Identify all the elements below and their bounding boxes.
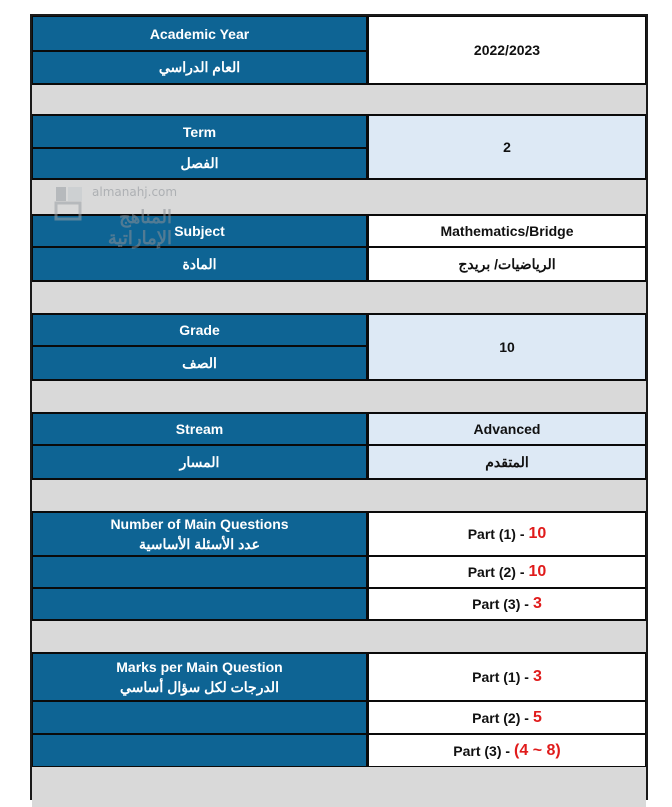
academic-year-value: 2022/2023 (368, 16, 646, 84)
academic-year-label-ar: العام الدراسي (32, 51, 368, 84)
grade-label-ar: الصف (32, 346, 368, 380)
main-questions-label-blank (32, 556, 368, 588)
exam-spec-sheet (30, 14, 648, 800)
main-questions-label-en: Number of Main Questions (110, 516, 289, 532)
marks-label-en: Marks per Main Question (116, 659, 283, 675)
separator (32, 179, 646, 215)
separator (32, 380, 646, 413)
stream-label-en: Stream (32, 413, 368, 445)
main-questions-part-1: Part (1) - 10 (368, 512, 646, 556)
term-label-ar: الفصل (32, 148, 368, 179)
marks-part-2: Part (2) - 5 (368, 701, 646, 734)
main-questions-part-2: Part (2) - 10 (368, 556, 646, 588)
main-questions-part-3: Part (3) - 3 (368, 588, 646, 620)
separator (32, 84, 646, 115)
grade-value: 10 (368, 314, 646, 380)
stream-value-ar: المتقدم (368, 445, 646, 479)
grade-label-en: Grade (32, 314, 368, 346)
separator (32, 620, 646, 653)
separator (32, 767, 646, 807)
spec-table (32, 16, 646, 807)
main-questions-label-blank (32, 588, 368, 620)
academic-year-label-en: Academic Year (32, 16, 368, 51)
separator (32, 281, 646, 314)
marks-label-blank (32, 701, 368, 734)
marks-part-1: Part (1) - 3 (368, 653, 646, 701)
watermark-url: almanahj.com (92, 185, 178, 199)
subject-value-en: Mathematics/Bridge (368, 215, 646, 247)
stream-value-en: Advanced (368, 413, 646, 445)
subject-label-ar: المادة (32, 247, 368, 281)
marks-label-ar: الدرجات لكل سؤال أساسي (120, 679, 279, 695)
main-questions-label (32, 512, 368, 556)
stream-label-ar: المسار (32, 445, 368, 479)
watermark-name: المناهج الإماراتية (107, 207, 172, 248)
separator (32, 479, 646, 512)
marks-part-3: Part (3) - (4 ~ 8) (368, 734, 646, 767)
subject-label-en: Subject (32, 215, 368, 247)
term-label-en: Term (32, 115, 368, 148)
subject-value-ar: الرياضيات/ بريدج (368, 247, 646, 281)
marks-label (32, 653, 368, 701)
term-value: 2 (368, 115, 646, 179)
main-questions-label-ar: عدد الأسئلة الأساسية (138, 536, 261, 552)
marks-label-blank (32, 734, 368, 767)
